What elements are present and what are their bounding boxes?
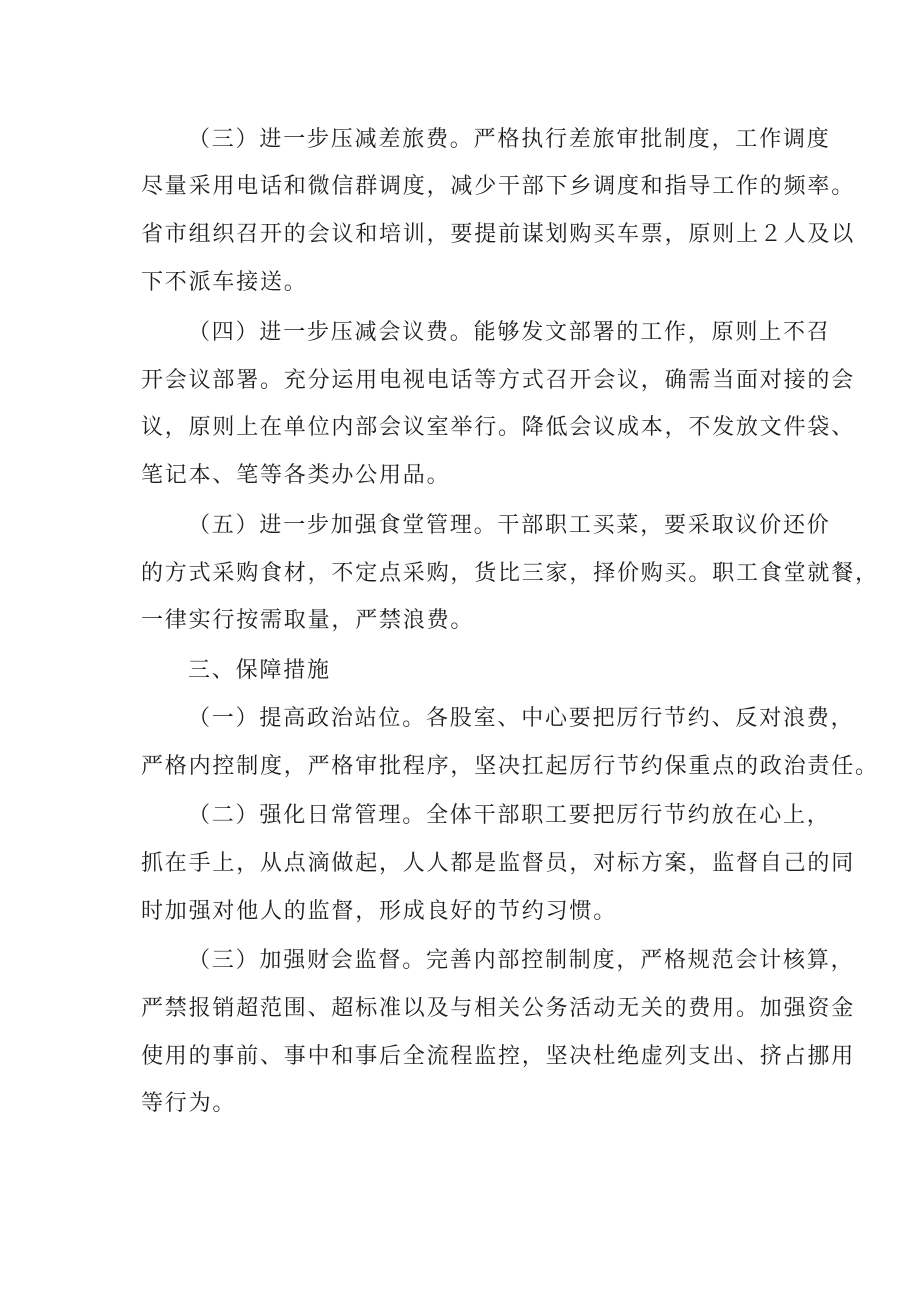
measure-2-line-2: 抓在手上，从点滴做起，人人都是监督员，对标方案，监督自己的同 <box>141 851 856 876</box>
measure-1-line-1: （一）提高政治站位。各股室、中心要把厉行节约、反对浪费， <box>188 706 855 731</box>
measure-1-line-2: 严格内控制度，严格审批程序，坚决扛起厉行节约保重点的政治责任。 <box>141 754 879 779</box>
paragraph-4-line-4: 笔记本、笔等各类办公用品。 <box>141 463 451 488</box>
measure-3-line-2: 严禁报销超范围、超标准以及与相关公务活动无关的费用。加强资金 <box>141 996 856 1021</box>
measure-3-line-3: 使用的事前、事中和事后全流程监控，坚决杜绝虚列支出、挤占挪用 <box>141 1044 856 1069</box>
paragraph-5-line-1: （五）进一步加强食堂管理。干部职工买菜，要采取议价还价 <box>188 513 831 538</box>
paragraph-5-line-3: 一律实行按需取量，严禁浪费。 <box>141 608 475 633</box>
paragraph-3-line-4: 下不派车接送。 <box>141 270 308 295</box>
measure-3-line-1: （三）加强财会监督。完善内部控制制度，严格规范会计核算， <box>188 948 855 973</box>
paragraph-4-line-2: 开会议部署。充分运用电视电话等方式召开会议，确需当面对接的会 <box>141 368 856 393</box>
paragraph-5-line-2: 的方式采购食材，不定点采购，货比三家，择价购买。职工食堂就餐， <box>141 561 879 586</box>
measure-3-line-4: 等行为。 <box>141 1091 237 1116</box>
measure-2-line-3: 时加强对他人的监督，形成良好的节约习惯。 <box>141 899 618 924</box>
paragraph-3-line-2: 尽量采用电话和微信群调度，减少干部下乡调度和指导工作的频率。 <box>141 174 856 199</box>
measure-2-line-1: （二）强化日常管理。全体干部职工要把厉行节约放在心上， <box>188 803 831 828</box>
paragraph-4-line-3: 议，原则上在单位内部会议室举行。降低会议成本，不发放文件袋、 <box>141 415 856 440</box>
paragraph-3-line-3: 省市组织召开的会议和培训，要提前谋划购买车票，原则上２人及以 <box>141 222 856 247</box>
paragraph-3-line-1: （三）进一步压减差旅费。严格执行差旅审批制度，工作调度 <box>188 127 831 152</box>
section-heading: 三、保障措施 <box>188 658 331 683</box>
paragraph-4-line-1: （四）进一步压减会议费。能够发文部署的工作，原则上不召 <box>188 320 831 345</box>
